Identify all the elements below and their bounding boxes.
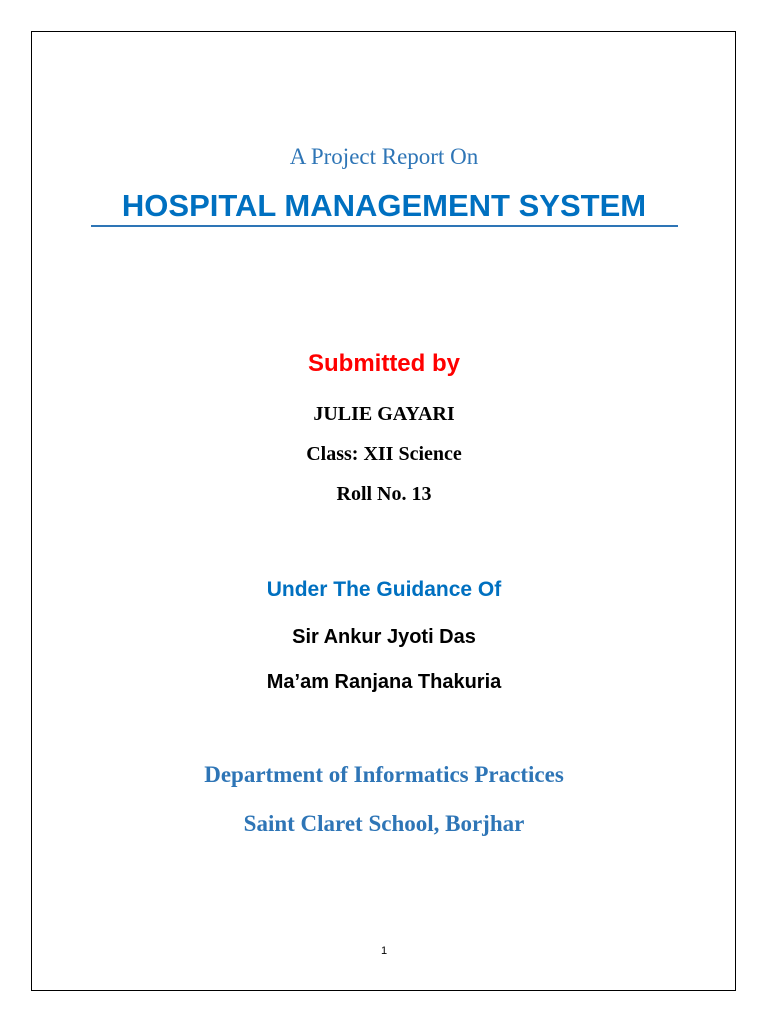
guide-name: Sir Ankur Jyoti Das bbox=[292, 626, 476, 648]
report-subtitle: A Project Report On bbox=[289, 144, 479, 169]
title-underline bbox=[91, 225, 678, 227]
school-name: Saint Claret School, Borjhar bbox=[243, 811, 525, 836]
report-title: HOSPITAL MANAGEMENT SYSTEM bbox=[121, 188, 647, 223]
guidance-heading: Under The Guidance Of bbox=[266, 578, 502, 601]
student-name: JULIE GAYARI bbox=[313, 403, 455, 425]
student-class: Class: XII Science bbox=[306, 443, 462, 465]
student-roll-number: Roll No. 13 bbox=[336, 483, 432, 505]
submitted-by-heading: Submitted by bbox=[307, 350, 460, 377]
page-number: 1 bbox=[380, 945, 388, 957]
guide-name: Ma’am Ranjana Thakuria bbox=[266, 671, 502, 693]
page-border bbox=[31, 31, 736, 991]
department-name: Department of Informatics Practices bbox=[204, 762, 564, 787]
